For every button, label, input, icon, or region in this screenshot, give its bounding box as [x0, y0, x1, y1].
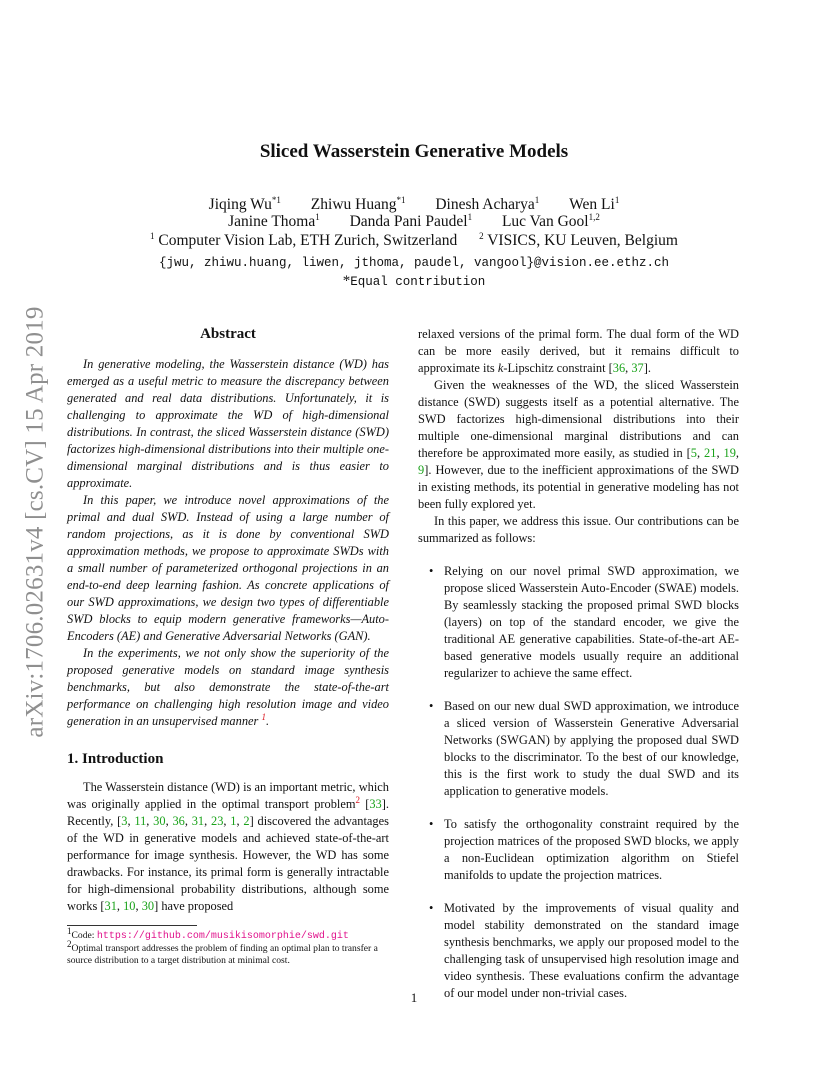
left-column — [67, 326, 389, 967]
paper-title: Sliced Wasserstein Generative Models — [259, 141, 569, 162]
citation-link[interactable]: 37 — [631, 361, 644, 375]
footnote-2: $^2$Optimal transport addresses the problem of finding an optimal plan to transfer a source distribution to a target distribution at minimal cost. — [67, 938, 378, 966]
author: Danda Pani Paudel$^1$ — [349, 211, 473, 230]
list-item: • Based on our new dual SWD approximation, we introduce a sliced version of Wasserstein Generative Adversarial Networks (SWGAN) by applying the proposed dual SWD blocks to the discriminator. To the best of our knowledge, this is the first work to study the dual SWD and its application to generative models. — [429, 699, 739, 798]
body-paragraph: relaxed versions of the primal form. The dual form of the WD can be more easily derived, but it remains difficult to approximate its k-Lipschitz constraint [36, 37]. — [418, 327, 739, 375]
abstract-paragraph: In this paper, we introduce novel approximations of the primal and dual SWD. Instead of using a large number of random projections, as it is done by conventional SWD approximation methods, we propose to approximate SWDs with a small number of parameterized orthogonal projections in an end-to-end deep learning fashion. As concrete applications of our SWD approximations, we design two types of differentiable SWD blocks to equip modern generative frameworks—Auto-Encoders (AE) and Generative Adversarial Networks (GAN). — [67, 493, 389, 643]
author: Zhiwu Huang$^{*1}$ — [310, 194, 406, 213]
citation-link[interactable]: 33 — [369, 797, 382, 811]
citation-link[interactable]: 2 — [243, 814, 250, 828]
intro-paragraph: The Wasserstein distance (WD) is an important metric, which was originally applied in the optimal transport problem$^2$ [33]. Recently, [3, 11, 30, 36, 31, 23, 1, 2] discovered the advantages of the WD in generative models and achieved state-of-the-art performance for image synthesis. However, the WD has some drawbacks. For instance, its primal form is generally intractable for high-dimensional probability distributions, although some works [31, 10, 30] have proposed — [67, 780, 389, 913]
arxiv-identifier-stamp — [6, 284, 66, 760]
arxiv-id-text: arXiv:1706.02631v4 [cs.CV] 15 Apr 2019 — [22, 306, 50, 738]
citation-link[interactable]: 31 — [191, 814, 205, 828]
citation-link[interactable]: 23 — [211, 814, 224, 828]
bullet-icon: • — [429, 699, 434, 713]
footnote-ref[interactable]: 2 — [355, 794, 360, 805]
list-item: • Motivated by the improvements of visual quality and model stability demonstrated on the standard image synthesis benchmarks, we apply our proposed model to the challenging task of unsupervised high resolution image and video synthesis. These evaluations confirm the advantage of our model under non-trivial cases. — [429, 901, 739, 1000]
citation-link[interactable]: 36 — [172, 814, 185, 828]
bullet-icon: • — [429, 564, 434, 578]
author: Luc Van Gool$^{1,2}$ — [501, 211, 600, 230]
author-emails: {jwu, zhiwu.huang, liwen, jthoma, paudel, vangool}@vision.ee.ethz.ch — [158, 256, 670, 270]
author: Wen Li$^1$ — [569, 194, 620, 213]
list-item: • To satisfy the orthogonality constraint required by the projection matrices of the proposed SWD blocks, we apply a non-Euclidean optimization algorithm on Stiefel manifolds to update the projection matrices. — [429, 817, 739, 882]
footnote-1: $^1$Code: https://github.com/musikisomorphie/swd.git — [67, 925, 349, 942]
citation-link[interactable]: 10 — [123, 899, 136, 913]
right-column — [418, 326, 739, 1018]
bullet-icon: • — [429, 817, 434, 831]
citation-link[interactable]: 30 — [153, 814, 166, 828]
page-number: 1 — [410, 990, 418, 1005]
citation-link[interactable]: 5 — [690, 446, 697, 460]
citation-link[interactable]: 36 — [612, 361, 626, 375]
citation-link[interactable]: 1 — [230, 814, 237, 828]
citation-link[interactable]: 30 — [141, 899, 155, 913]
abstract-paragraph: In generative modeling, the Wasserstein distance (WD) has emerged as a useful metric to measure the discrepancy between generated and real data distributions. Unfortunately, it is challenging to approximate the WD of high-dimensional distributions. In contrast, the sliced Wasserstein distance (SWD) factorizes high-dimensional distributions into their multiple one-dimensional marginal distributions and is thus easier to approximate. — [67, 357, 389, 490]
citation-link[interactable]: 3 — [121, 814, 128, 828]
equal-contribution-text: Equal contribution — [350, 275, 486, 289]
author: Janine Thoma$^1$ — [228, 211, 320, 230]
equal-contribution-star: * — [342, 273, 351, 289]
list-item: • Relying on our novel primal SWD approximation, we propose sliced Wasserstein Auto-Encoder (SWAE) models. By seamlessly stacking the proposed primal SWD blocks (layers) on top of the standard encoder, we give the traditional AE generative capabilities. State-of-the-art AE-based generative models usually require an additional regularizer to achieve the same effect. — [429, 564, 739, 680]
footnote-ref[interactable]: 1 — [261, 711, 266, 722]
citation-link[interactable]: 21 — [704, 446, 717, 460]
body-paragraph: In this paper, we address this issue. Our contributions can be summarized as follows: — [418, 514, 739, 545]
abstract-paragraph: In the experiments, we not only show the superiority of the proposed generative models on standard image synthesis benchmarks, but also demonstrate the state-of-the-art performance on challenging high resolution image and video generation in an unsupervised manner $^1$. — [67, 646, 389, 728]
citation-link[interactable]: 9 — [418, 463, 425, 477]
affiliation: $^1$ Computer Vision Lab, ETH Zurich, Switzerland — [150, 230, 458, 249]
author: Jiqing Wu$^{*1}$ — [208, 194, 281, 213]
equal-contribution-note — [0, 273, 828, 290]
citation-link[interactable]: 11 — [134, 814, 147, 828]
affiliation: $^2$ VISICS, KU Leuven, Belgium — [479, 230, 678, 249]
citation-link[interactable]: 31 — [104, 899, 117, 913]
author-list-row-2 — [0, 213, 828, 231]
abstract-heading: Abstract — [200, 326, 256, 342]
section-heading-introduction: 1. Introduction — [67, 751, 164, 767]
affiliations — [0, 232, 828, 250]
abstract-body — [67, 356, 389, 730]
contributions-list — [418, 563, 739, 1002]
footnote-rule — [67, 925, 378, 967]
author: Dinesh Acharya$^1$ — [435, 194, 540, 213]
author-list-row-1 — [0, 196, 828, 214]
body-paragraph: Given the weaknesses of the WD, the sliced Wasserstein distance (SWD) suggests itself as a potential alternative. The SWD factorizes high-dimensional distributions into their multiple one-dimensional marginal distributions and can therefore be approximated more easily, as studied in [5, 21, 19, 9]. However, due to the inefficient approximations of the SWD in existing methods, its potential in generative modeling has not been fully explored yet. — [418, 378, 739, 511]
code-url-link[interactable]: https://github.com/musikisomorphie/swd.git — [96, 931, 349, 942]
bullet-icon: • — [429, 901, 434, 915]
citation-link[interactable]: 19 — [723, 446, 736, 460]
